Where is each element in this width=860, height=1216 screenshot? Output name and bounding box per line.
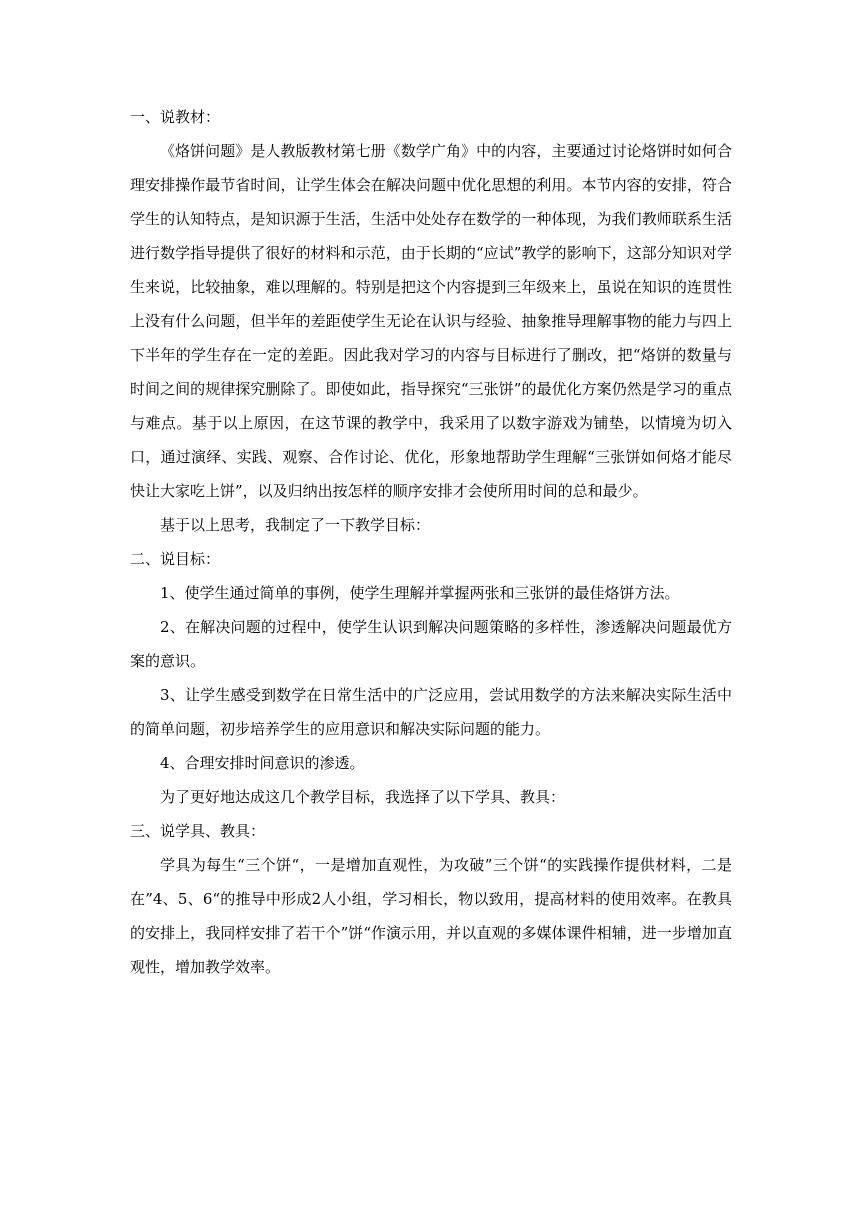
document-page <box>130 100 732 984</box>
goal-item-3: 3、让学生感受到数学在日常生活中的广泛应用，尝试用数学的方法来解决实际生活中的简单问题，初步培养学生的应用意识和解决实际问题的能力。 <box>130 686 732 738</box>
goal-item-2: 2、在解决问题的过程中，使学生认识到解决问题策略的多样性，渗透解决问题最优方案的意识。 <box>130 618 732 670</box>
paragraph-tools-intro: 为了更好地达成这几个教学目标，我选择了以下学具、教具： <box>160 788 566 806</box>
section-heading-textbook: 一、说教材： <box>130 108 221 126</box>
paragraph-tools-description: 学具为每生“三个饼“，一是增加直观性，为攻破”三个饼“的实践操作提供材料，二是在”4、5、6“的推导中形成2人小组，学习相长，物以致用，提高材料的使用效率。在教具的安排上，我同样安排了若干个”饼“作演示用，并以直观的多媒体课件相辅，进一步增加直观性，增加教学效率。 <box>130 856 732 976</box>
goal-item-4: 4、合理安排时间意识的渗透。 <box>160 754 365 772</box>
section-heading-tools: 三、说学具、教具： <box>130 822 266 840</box>
goal-item-1: 1、使学生通过简单的事例，使学生理解并掌握两张和三张饼的最佳烙饼方法。 <box>160 584 680 602</box>
section-heading-goals: 二、说目标： <box>130 550 221 568</box>
paragraph-textbook-analysis: 《烙饼问题》是人教版教材第七册《数学广角》中的内容，主要通过讨论烙饼时如何合理安排操作最节省时间，让学生体会在解决问题中优化思想的利用。本节内容的安排，符合学生的认知特点，是知识源于生活，生活中处处存在数学的一种体现，为我们教师联系生活进行数学指导提供了很好的材料和示范，由于长期的“应试”教学的影响下，这部分知识对学生来说，比较抽象，难以理解的。特别是把这个内容提到三年级来上，虽说在知识的连贯性上没有什么问题，但半年的差距使学生无论在认识与经验、抽象推导理解事物的能力与四上下半年的学生存在一定的差距。因此我对学习的内容与目标进行了删改，把“烙饼的数量与时间之间的规律探究删除了。即使如此，指导探究“三张饼”的最优化方案仍然是学习的重点与难点。基于以上原因，在这节课的教学中，我采用了以数字游戏为铺垫，以情境为切入口，通过演绎、实践、观察、合作讨论、优化，形象地帮助学生理解“三张饼如何烙才能尽快让大家吃上饼”，以及归纳出按怎样的顺序安排才会使所用时间的总和最少。 <box>130 142 732 500</box>
paragraph-goals-intro: 基于以上思考，我制定了一下教学目标： <box>160 516 431 534</box>
